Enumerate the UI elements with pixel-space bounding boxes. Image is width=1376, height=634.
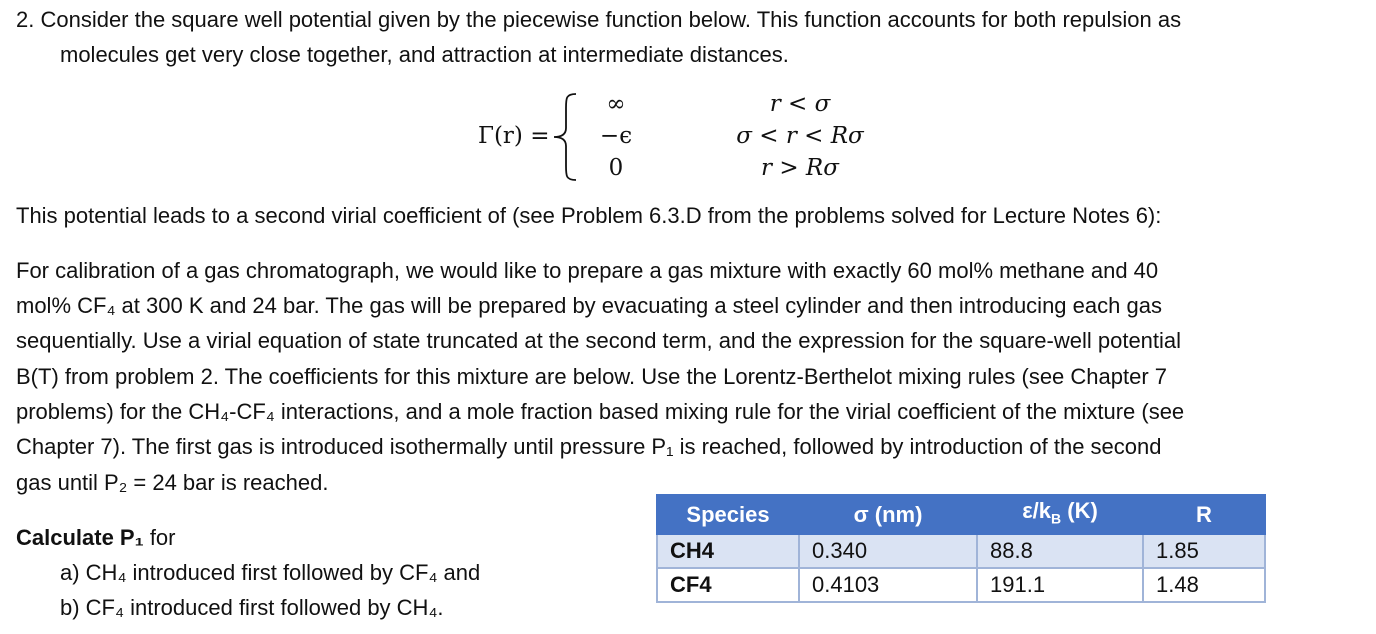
calibration-line-4: B(T) from problem 2. The coefficients for this mixture are below. Use the Lorentz-Berthelot mixing rules (see Chapter 7 — [16, 364, 1168, 389]
calculate-heading-rest: for — [143, 525, 176, 550]
header-species: Species — [657, 495, 799, 534]
calibration-line-2: mol% CF₄ at 300 K and 24 bar. The gas will be prepared by evacuating a steel cylinder and then introducing each gas — [16, 293, 1162, 318]
case-value-2: −ϵ — [599, 123, 633, 149]
cell-epsilon: 88.8 — [977, 534, 1143, 568]
calculate-heading — [16, 520, 176, 555]
cell-sigma: 0.4103 — [799, 568, 977, 602]
table-header-row — [657, 495, 1265, 534]
cell-species: CH4 — [657, 534, 799, 568]
cell-epsilon: 191.1 — [977, 568, 1143, 602]
virial-sentence: This potential leads to a second virial coefficient of (see Problem 6.3.D from the problems solved for Lecture Notes 6): — [16, 203, 1162, 228]
calculate-item-b: b) CF₄ introduced first followed by CH₄. — [60, 595, 444, 620]
case-condition-1: r < σ — [769, 91, 831, 117]
table-row — [657, 568, 1265, 602]
equation-lhs: Γ(r) = — [478, 123, 550, 149]
cell-r: 1.48 — [1143, 568, 1265, 602]
case-value-3: 0 — [608, 155, 624, 181]
calibration-line-3: sequentially. Use a virial equation of state truncated at the second term, and the expression for the square-well potential — [16, 328, 1182, 353]
calibration-line-6: Chapter 7). The first gas is introduced isothermally until pressure P₁ is reached, followed by introduction of the second — [16, 434, 1162, 459]
cell-sigma: 0.340 — [799, 534, 977, 568]
cell-r: 1.85 — [1143, 534, 1265, 568]
calculate-heading-bold: Calculate P₁ — [16, 525, 144, 550]
header-epsilon: $\varepsilon/k_B$ (K) — [977, 495, 1143, 534]
header-sigma: σ (nm) — [799, 495, 977, 534]
problem-line-1: 2. Consider the square well potential given by the piecewise function below. This function accounts for both repulsion as — [16, 7, 1182, 32]
problem-line-2: molecules get very close together, and attraction at intermediate distances. — [60, 42, 789, 67]
header-r: R — [1143, 495, 1265, 534]
calibration-line-1: For calibration of a gas chromatograph, we would like to prepare a gas mixture with exactly 60 mol% methane and 40 — [16, 258, 1159, 283]
calculate-item-a: a) CH₄ introduced first followed by CF₄ and — [60, 560, 481, 585]
coefficient-table — [656, 494, 1266, 603]
left-brace-icon — [546, 92, 586, 182]
case-condition-2: σ < r < Rσ — [736, 123, 864, 149]
case-condition-3: r > Rσ — [761, 155, 839, 181]
case-value-1: ∞ — [606, 91, 626, 117]
calibration-line-7: gas until P₂ = 24 bar is reached. — [16, 470, 329, 495]
calibration-line-5: problems) for the CH₄-CF₄ interactions, and a mole fraction based mixing rule for the virial coefficient of the mixture (see — [16, 399, 1185, 424]
table-row — [657, 534, 1265, 568]
cell-species: CF4 — [657, 568, 799, 602]
